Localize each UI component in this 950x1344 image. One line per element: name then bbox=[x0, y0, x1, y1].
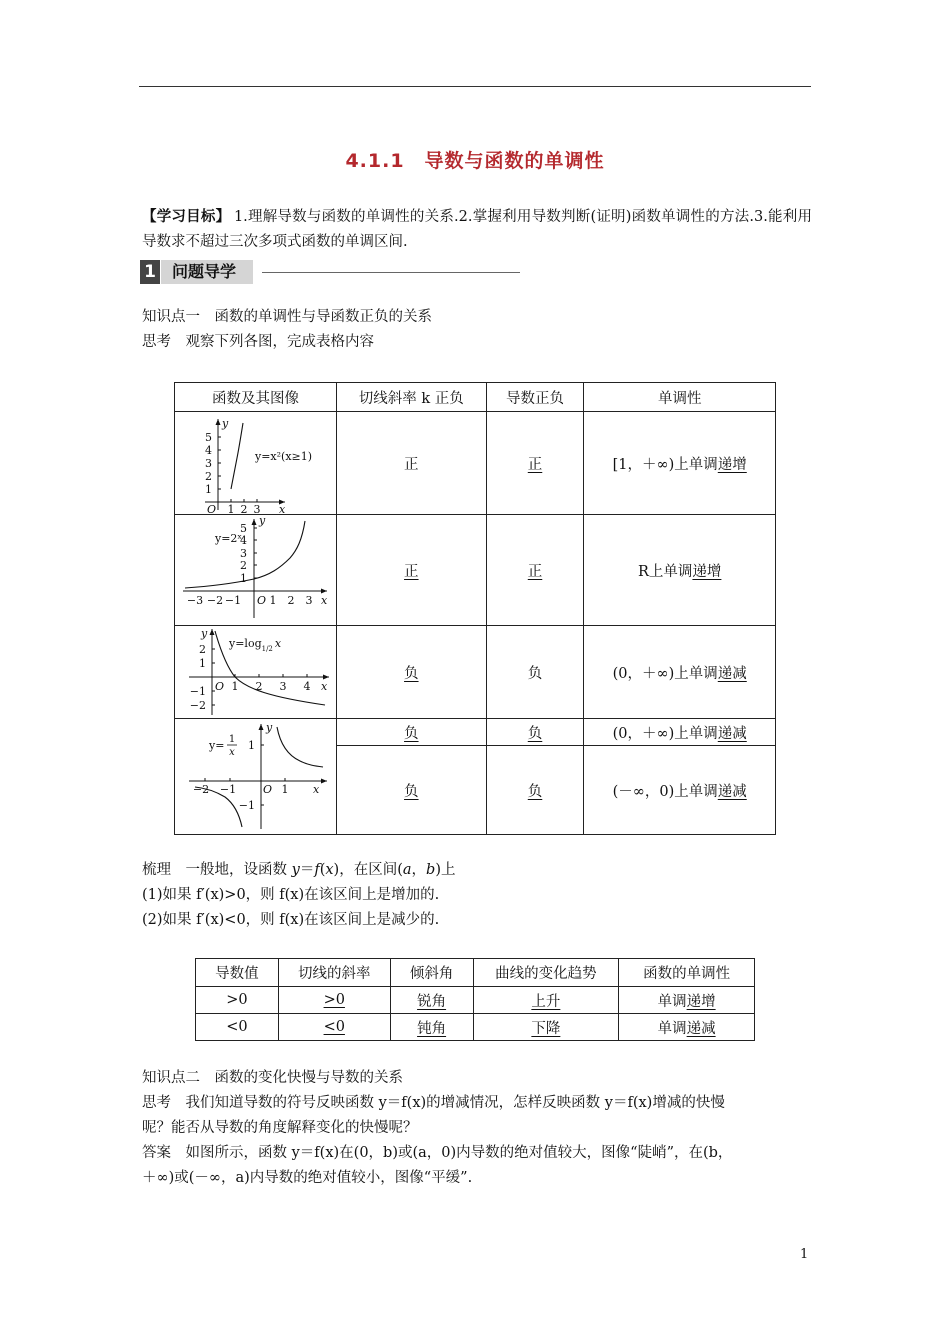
graph-cell bbox=[175, 719, 337, 835]
monotonicity-cell: 单调递增 bbox=[619, 987, 755, 1014]
ytick-label: −1 bbox=[189, 684, 206, 698]
monotonicity-cell bbox=[584, 626, 776, 719]
fraction-numerator: 1 bbox=[228, 733, 236, 745]
xtick-label: −2 bbox=[192, 782, 210, 796]
monotonicity-table bbox=[174, 382, 776, 835]
origin-label: O bbox=[263, 782, 273, 796]
slope-answer: 负 bbox=[404, 665, 419, 682]
xtick-label: 2 bbox=[240, 502, 248, 514]
interval-text: R上单调 bbox=[637, 563, 693, 580]
ytick-label: 4 bbox=[205, 443, 212, 457]
ytick-label: 1 bbox=[205, 482, 212, 496]
xtick-label: −3 bbox=[186, 593, 204, 607]
learning-goals bbox=[142, 204, 812, 255]
ytick-label: 5 bbox=[240, 521, 247, 535]
derivative-answer: 正 bbox=[527, 563, 543, 580]
slope-cell bbox=[336, 719, 486, 746]
x-axis-label: x bbox=[279, 502, 286, 514]
goals-label: 【学习目标】 bbox=[142, 208, 231, 225]
table-row bbox=[175, 515, 776, 626]
derivative-cell bbox=[486, 746, 584, 835]
page-title: 4.1.1 导数与函数的单调性 bbox=[345, 150, 605, 172]
think-prompt-2-line-1: 思考 我们知道导数的符号反映函数 y＝f(x)的增减情况，怎样反映函数 y＝f(x)增减的快慢 bbox=[142, 1095, 725, 1111]
knowledge-point-1-heading: 知识点一 函数的单调性与导函数正负的关系 bbox=[142, 309, 432, 325]
ytick-label: 4 bbox=[240, 533, 247, 547]
col-header-value: 导数值 bbox=[196, 959, 279, 987]
xtick-label: 1 bbox=[281, 782, 289, 796]
slope-cell: >0 bbox=[278, 987, 390, 1014]
derivative-cell: 负 bbox=[486, 626, 584, 719]
monotonicity-cell bbox=[584, 746, 776, 835]
section-rule bbox=[262, 272, 520, 273]
x-axis-label: x bbox=[321, 679, 328, 693]
value-cell: <0 bbox=[196, 1014, 279, 1041]
graph-cell bbox=[175, 515, 337, 626]
col-header-function: 函数及其图像 bbox=[175, 383, 337, 412]
monotonicity-answer: 递减 bbox=[717, 665, 747, 682]
xtick-label: 1 bbox=[227, 502, 235, 514]
ytick-label: 1 bbox=[240, 571, 247, 585]
monotonicity-cell bbox=[584, 515, 776, 626]
section-number: 1 bbox=[140, 260, 160, 284]
graph-cell bbox=[175, 412, 337, 515]
graph-cell bbox=[175, 626, 337, 719]
derivative-cell bbox=[486, 719, 584, 746]
ytick-label: −2 bbox=[189, 698, 206, 712]
fraction-denominator: x bbox=[229, 746, 235, 758]
xtick-label: −1 bbox=[219, 782, 237, 796]
ytick-label: −1 bbox=[238, 798, 255, 812]
col-header-derivative: 导数正负 bbox=[486, 383, 584, 412]
ytick-label: 1 bbox=[248, 738, 255, 752]
table-row bbox=[175, 412, 776, 515]
monotonicity-answer: 递减 bbox=[717, 783, 747, 800]
header-rule bbox=[139, 86, 811, 87]
xtick-label: 1 bbox=[269, 593, 277, 607]
table-row bbox=[175, 626, 776, 719]
xtick-label: 3 bbox=[253, 502, 261, 514]
think-prompt-1: 思考 观察下列各图，完成表格内容 bbox=[142, 334, 374, 350]
y-axis-label: y bbox=[259, 515, 266, 527]
monotonicity-answer: 递增 bbox=[692, 563, 722, 580]
xtick-label: −1 bbox=[224, 593, 242, 607]
derivative-summary-table bbox=[195, 958, 755, 1041]
derivative-cell bbox=[486, 412, 584, 515]
interval-text: [1，＋∞)上单调 bbox=[612, 456, 718, 473]
ytick-label: 2 bbox=[199, 642, 206, 656]
xtick-label: −2 bbox=[206, 593, 224, 607]
interval-text: (0，＋∞)上单调 bbox=[612, 725, 718, 742]
value-cell: >0 bbox=[196, 987, 279, 1014]
summary-line-1: 梳理 一般地，设函数 y＝f(x)，在区间(a，b)上 bbox=[142, 862, 456, 878]
y-axis-label: y bbox=[266, 720, 273, 734]
interval-text: (－∞，0)上单调 bbox=[612, 783, 718, 800]
col-header-slope: 切线的斜率 bbox=[278, 959, 390, 987]
origin-label: O bbox=[257, 593, 267, 607]
function-label: y= bbox=[209, 738, 225, 752]
ytick-label: 1 bbox=[199, 656, 206, 670]
answer-line-2: ＋∞)或(－∞，a)内导数的绝对值较小，图像“平缓”. bbox=[142, 1170, 473, 1186]
origin-label: O bbox=[215, 679, 225, 693]
monotonicity-answer: 递增 bbox=[717, 456, 747, 473]
xtick-label: 2 bbox=[255, 679, 263, 693]
slope-answer: 正 bbox=[404, 563, 419, 580]
derivative-answer: 负 bbox=[527, 725, 543, 742]
ytick-label: 2 bbox=[240, 558, 247, 572]
interval-text: (0，＋∞)上单调 bbox=[612, 665, 718, 682]
derivative-answer: 正 bbox=[527, 456, 543, 473]
table-row bbox=[175, 719, 776, 746]
x-axis-label: x bbox=[321, 593, 328, 607]
table-row bbox=[196, 987, 755, 1014]
answer-line-1: 答案 如图所示，函数 y＝f(x)在(0，b)或(a，0)内导数的绝对值较大，图像“陡峭”，在(b， bbox=[142, 1145, 733, 1161]
knowledge-point-2-heading: 知识点二 函数的变化快慢与导数的关系 bbox=[142, 1070, 403, 1086]
monotonicity-cell bbox=[584, 412, 776, 515]
monotonicity-answer: 递减 bbox=[717, 725, 747, 742]
page-number: 1 bbox=[800, 1247, 809, 1262]
origin-label: O bbox=[207, 502, 217, 514]
angle-cell: 锐角 bbox=[390, 987, 473, 1014]
graph-x-squared bbox=[175, 413, 335, 514]
col-header-angle: 倾斜角 bbox=[390, 959, 473, 987]
graph-logarithm bbox=[175, 627, 335, 718]
xtick-label: 2 bbox=[287, 593, 295, 607]
summary-line-3: (2)如果 f′(x)<0，则 f(x)在该区间上是减少的. bbox=[142, 912, 440, 928]
slope-cell bbox=[336, 746, 486, 835]
col-header-slope: 切线斜率 k 正负 bbox=[336, 383, 486, 412]
ytick-label: 2 bbox=[205, 469, 212, 483]
xtick-label: 4 bbox=[303, 679, 311, 693]
function-label: y=x²(x≥1) bbox=[255, 449, 313, 463]
col-header-monotonicity: 函数的单调性 bbox=[619, 959, 755, 987]
slope-cell bbox=[336, 515, 486, 626]
think-prompt-2-line-2: 呢？能否从导数的角度解释变化的快慢呢？ bbox=[142, 1120, 418, 1136]
derivative-cell bbox=[486, 515, 584, 626]
summary-line-2: (1)如果 f′(x)>0，则 f(x)在该区间上是增加的. bbox=[142, 887, 440, 903]
slope-cell bbox=[336, 626, 486, 719]
graph-exponential bbox=[175, 516, 335, 625]
goals-text: 1.理解导数与函数的单调性的关系.2.掌握利用导数判断(证明)函数单调性的方法.3.能利用导数求不超过三次多项式函数的单调区间. bbox=[142, 209, 812, 250]
monotonicity-cell bbox=[584, 719, 776, 746]
table-row bbox=[196, 1014, 755, 1041]
x-axis-label: x bbox=[313, 782, 320, 796]
slope-cell: <0 bbox=[278, 1014, 390, 1041]
function-label: $y=\log_{1/2}$ x bbox=[229, 636, 282, 653]
section-title: 问题导学 bbox=[172, 262, 237, 281]
col-header-monotonicity: 单调性 bbox=[584, 383, 776, 412]
trend-cell: 上升 bbox=[473, 987, 619, 1014]
graph-reciprocal bbox=[175, 721, 335, 833]
ytick-label: 3 bbox=[205, 456, 212, 470]
y-axis-label: y bbox=[222, 416, 229, 430]
slope-cell: 正 bbox=[336, 412, 486, 515]
ytick-label: 3 bbox=[240, 546, 247, 560]
trend-cell: 下降 bbox=[473, 1014, 619, 1041]
xtick-label: 3 bbox=[279, 679, 287, 693]
slope-answer: 负 bbox=[404, 725, 419, 742]
y-axis-label: y bbox=[201, 626, 208, 640]
xtick-label: 1 bbox=[231, 679, 239, 693]
ytick-label: 5 bbox=[205, 430, 212, 444]
xtick-label: 3 bbox=[305, 593, 313, 607]
angle-cell: 钝角 bbox=[390, 1014, 473, 1041]
derivative-answer: 负 bbox=[527, 783, 543, 800]
function-label: y=2ˣ bbox=[215, 531, 243, 545]
monotonicity-cell: 单调递减 bbox=[619, 1014, 755, 1041]
slope-answer: 负 bbox=[404, 783, 419, 800]
col-header-trend: 曲线的变化趋势 bbox=[473, 959, 619, 987]
